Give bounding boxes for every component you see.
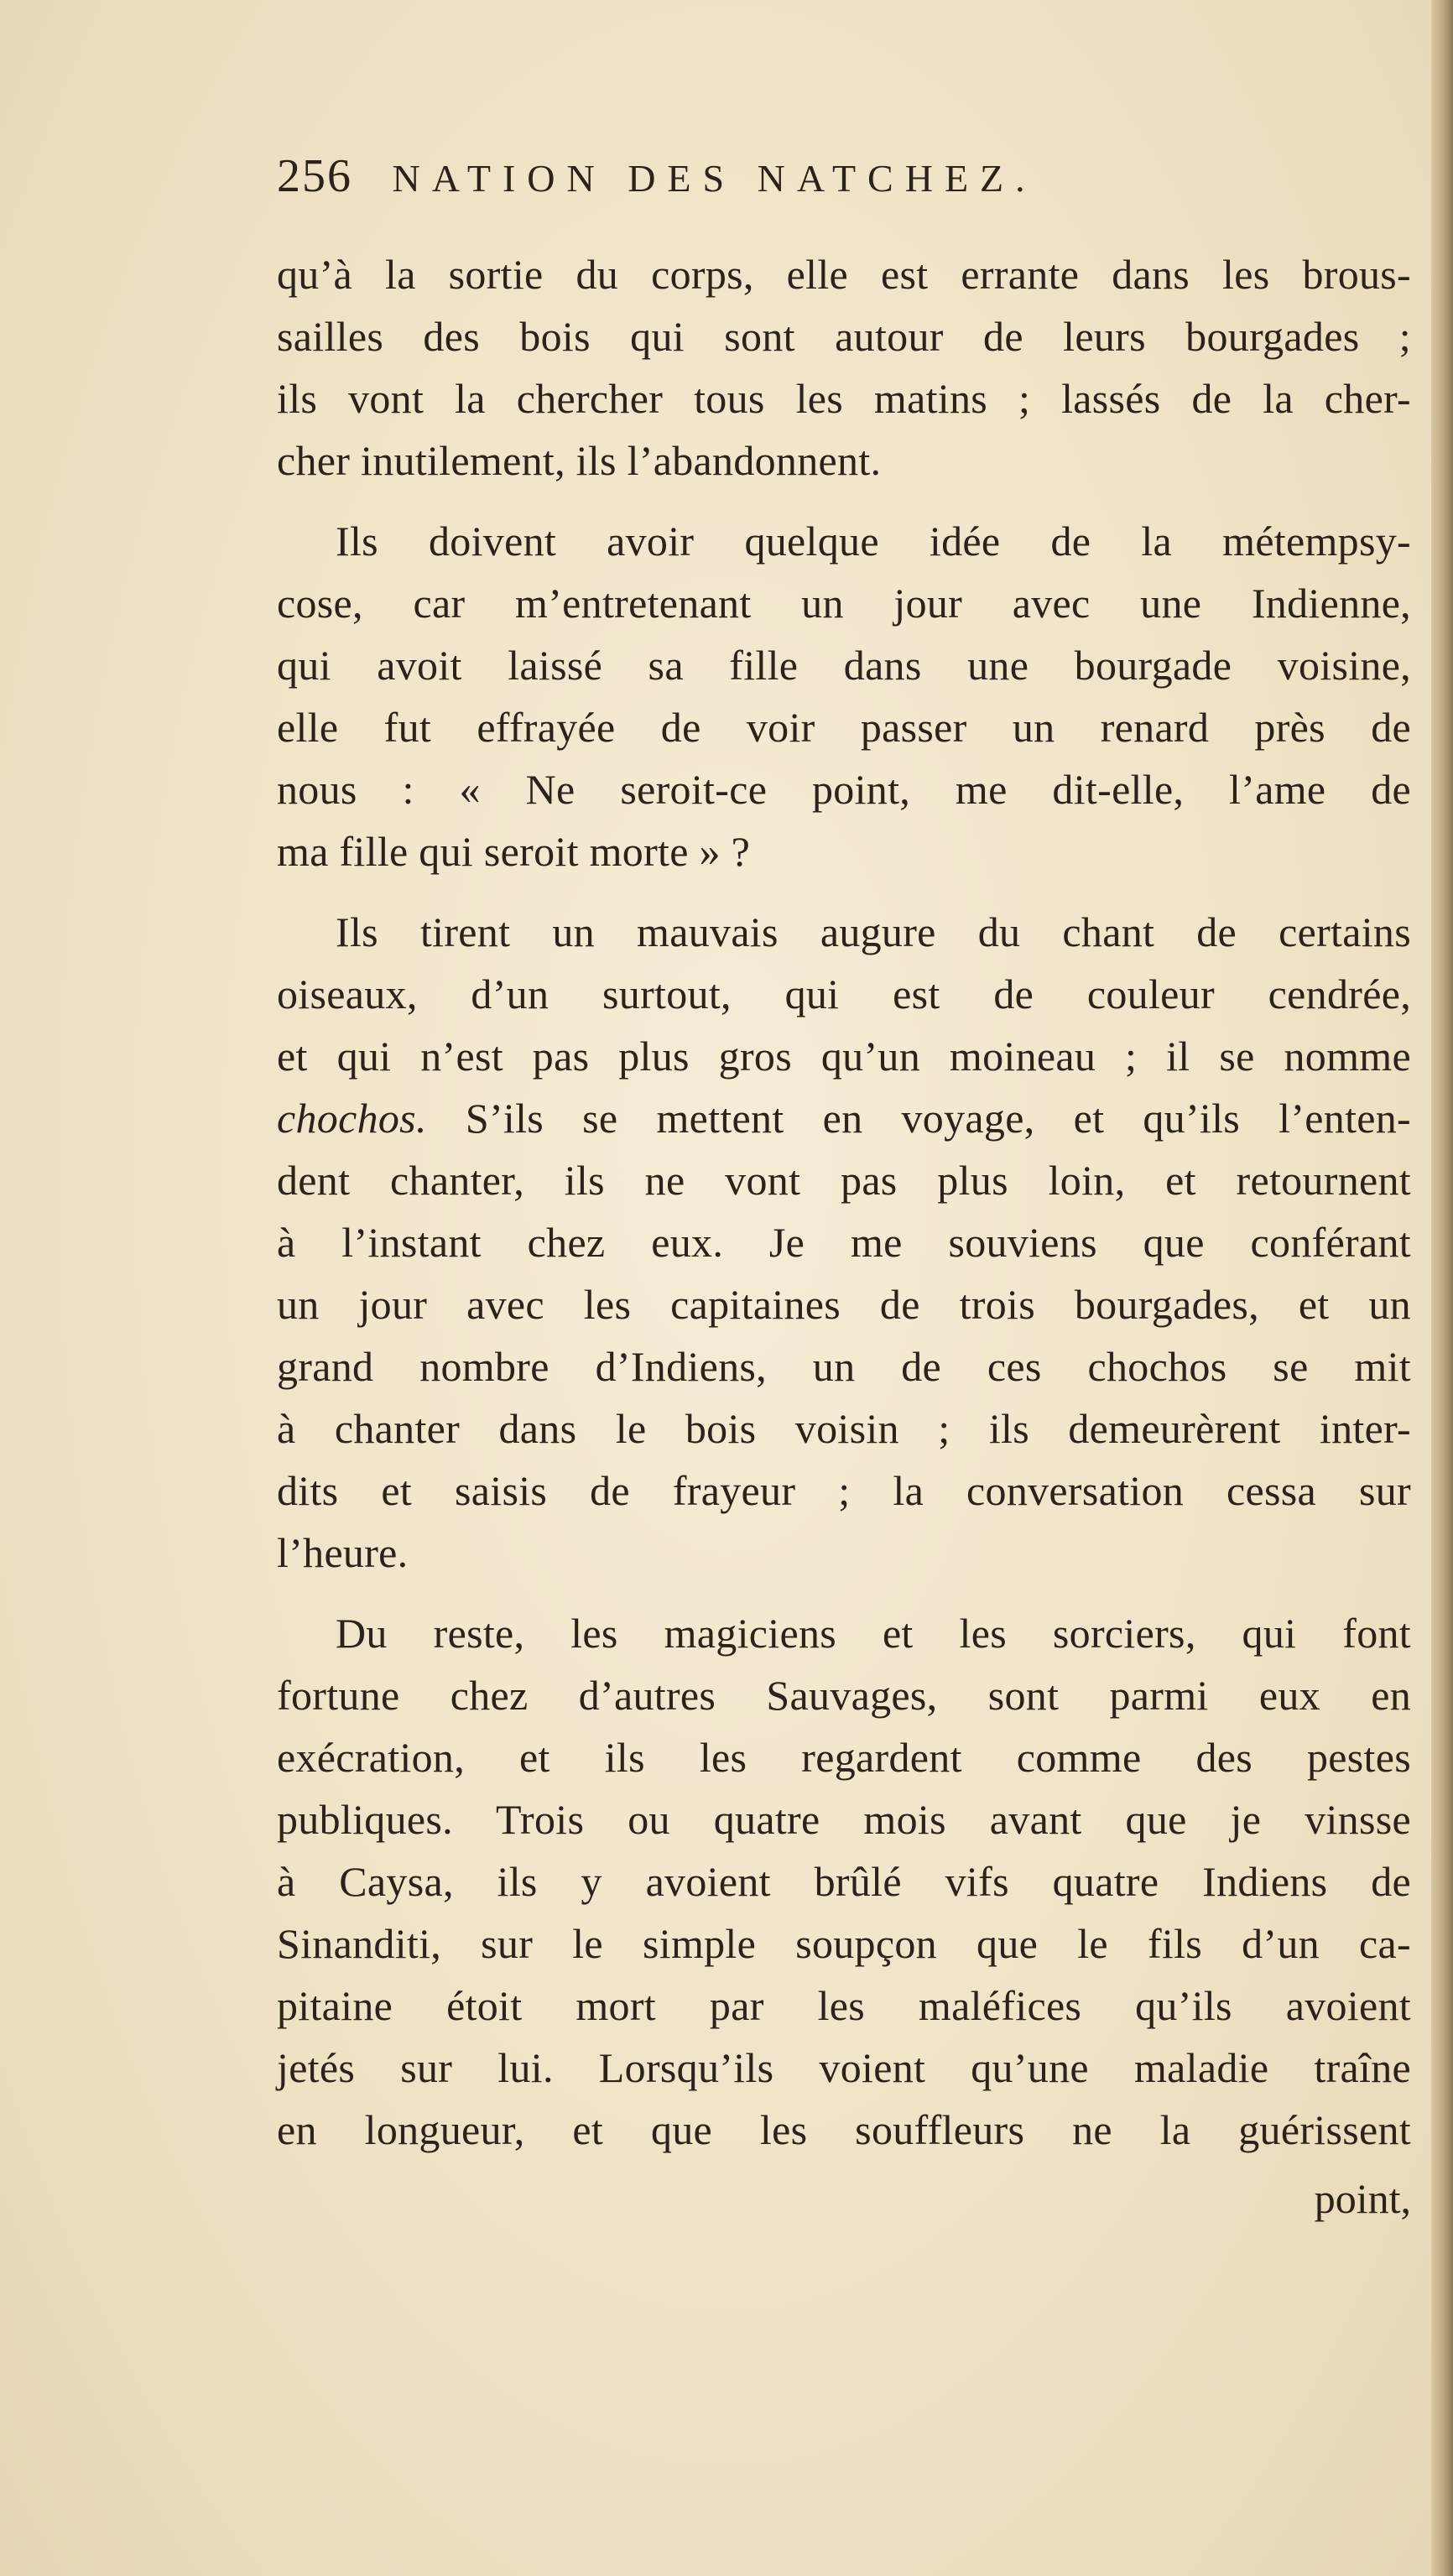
paragraph — [277, 901, 1411, 1584]
text-line: cher inutilement, ils l’abandonnent. — [277, 437, 882, 484]
page-number: 256 — [277, 150, 352, 202]
text-line: qu’à la sortie du corps, elle est errante dans les brous- — [277, 251, 1411, 298]
text-line: sailles des bois qui sont autour de leurs bourgades ; — [277, 313, 1411, 360]
text-line: dits et saisis de frayeur ; la conversation cessa sur — [277, 1467, 1411, 1514]
text-line: l’heure. — [277, 1529, 409, 1576]
text-line: un jour avec les capitaines de trois bourgades, et un — [277, 1281, 1411, 1328]
paragraph — [277, 510, 1411, 882]
text-line: elle fut effrayée de voir passer un renard près de — [277, 704, 1411, 751]
text-line: à Caysa, ils y avoient brûlé vifs quatre Indiens de — [277, 1858, 1411, 1905]
text-line: jetés sur lui. Lorsqu’ils voient qu’une maladie traîne — [277, 2044, 1411, 2091]
text-line: grand nombre d’Indiens, un de ces chochos se mit — [277, 1343, 1411, 1390]
running-title: NATION DES NATCHEZ. — [392, 157, 1037, 200]
body-text — [277, 243, 1411, 2230]
text-line: Ils doivent avoir quelque idée de la métempsy- — [336, 518, 1411, 565]
text-line: en longueur, et que les souffleurs ne la guérissent — [277, 2106, 1411, 2153]
text-line: qui avoit laissé sa fille dans une bourgade voisine, — [277, 642, 1411, 689]
text-line: ils vont la chercher tous les matins ; lassés de la cher- — [277, 375, 1411, 422]
running-head — [277, 149, 1284, 208]
text-line: Ils tirent un mauvais augure du chant de certains — [336, 908, 1411, 955]
text-line: pitaine étoit mort par les maléfices qu’ils avoient — [277, 1982, 1411, 2029]
text-line: Du reste, les magiciens et les sorciers, qui font — [336, 1610, 1411, 1657]
text-line: dent chanter, ils ne vont pas plus loin, et retournent — [277, 1157, 1411, 1204]
text-line: ma fille qui seroit morte » ? — [277, 828, 751, 875]
text-line: cose, car m’entretenant un jour avec une Indienne, — [277, 580, 1411, 627]
page-edge — [1431, 0, 1453, 2576]
paragraph — [277, 1602, 1411, 2161]
text-line: publiques. Trois ou quatre mois avant que je vinsse — [277, 1796, 1411, 1843]
text-line: et qui n’est pas plus gros qu’un moineau ; il se nomme — [277, 1033, 1411, 1080]
text-line: Sinanditi, sur le simple soupçon que le fils d’un ca- — [277, 1920, 1411, 1967]
text-line: chochos. S’ils se mettent en voyage, et qu’ils l’enten- — [277, 1095, 1411, 1142]
text-line: nous : « Ne seroit-ce point, me dit-elle, l’ame de — [277, 766, 1411, 813]
text-line: fortune chez d’autres Sauvages, sont parmi eux en — [277, 1672, 1411, 1719]
text-line: oiseaux, d’un surtout, qui est de couleur cendrée, — [277, 971, 1411, 1017]
catchword: point, — [1314, 2175, 1411, 2222]
text-line: à chanter dans le bois voisin ; ils demeurèrent inter- — [277, 1405, 1411, 1452]
text-line: à l’instant chez eux. Je me souviens que conférant — [277, 1219, 1411, 1266]
text-line: exécration, et ils les regardent comme des pestes — [277, 1734, 1411, 1781]
paragraph — [277, 243, 1411, 492]
